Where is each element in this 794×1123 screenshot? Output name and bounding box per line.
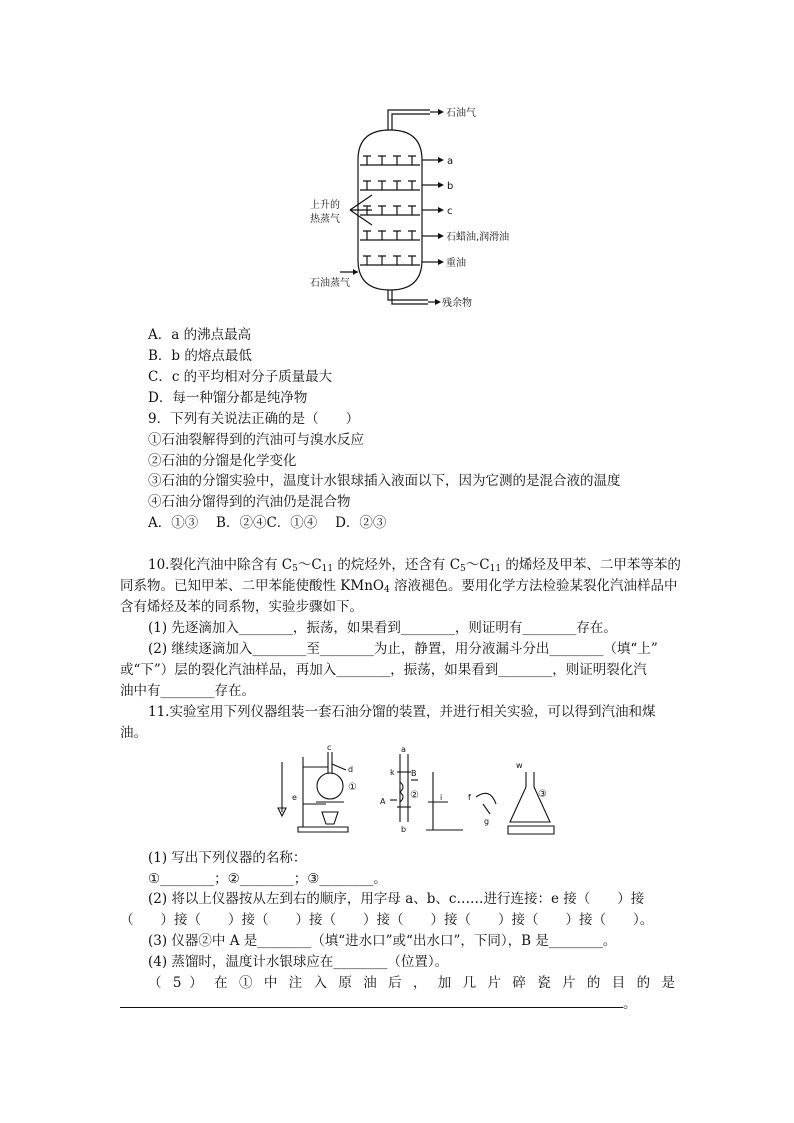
distillation-apparatus-diagram [268, 742, 558, 842]
label-c: c [447, 206, 453, 217]
q11-part-1-blanks: ①________；②________；③________。 [148, 871, 387, 887]
label-A: A [380, 797, 386, 806]
q11-part-5-end: 。 [623, 996, 637, 1012]
label-k: k [390, 768, 395, 777]
label-circled-2: ② [410, 790, 419, 801]
q8-option-c: C．c 的平均相对分子质量最大 [148, 369, 333, 385]
q9-statement-4: ④石油分馏得到的汽油仍是混合物 [148, 494, 351, 510]
q9-options: A．①③ B．②④C．①④ D．②③ [148, 515, 387, 531]
label-e: e [292, 793, 297, 802]
q9-stem: 9．下列有关说法正确的是（ ） [148, 411, 360, 427]
q10-part-2: (2) 继续逐滴加入________至________为止，静置，用分液漏斗分出________（填“上” [148, 641, 658, 657]
label-rising-2: 热蒸气 [310, 214, 340, 225]
label-wax-lube: 石蜡油,润滑油 [446, 232, 510, 243]
label-i: i [440, 793, 443, 802]
q10-line-3: 含有烯烃及苯的同系物，实验步骤如下。 [120, 599, 363, 615]
q10-line-2: 同系物。已知甲苯、二甲苯能使酸性 KMnO$_4$ 溶液褪色。要用化学方法检验某裂化汽油样品中 [120, 578, 678, 595]
fractionating-column-diagram [300, 100, 540, 315]
label-w: w [516, 761, 523, 770]
label-a: a [401, 745, 406, 754]
label-b: b [447, 181, 454, 192]
q11-part-5: （ 5 ） 在 ① 中 注 入 原 油 后 ， 加 几 片 碎 瓷 片 的 目 的 是 [148, 975, 675, 991]
q11-part-5-answer-line [120, 1007, 623, 1008]
q8-option-a: A．a 的沸点最高 [148, 327, 252, 343]
q9-statement-3: ③石油的分馏实验中，温度计水银球插入液面以下，因为它测的是混合液的温度 [148, 473, 621, 489]
label-residue: 残余物 [442, 298, 472, 309]
label-g: g [484, 817, 490, 826]
label-petroleum-gas: 石油气 [446, 108, 476, 119]
label-b: b [401, 825, 407, 834]
q10-part-1: (1) 先逐滴加入________，振荡，如果看到________，则证明有________存在。 [148, 620, 617, 636]
label-f: f [468, 793, 471, 802]
label-a: a [447, 156, 454, 167]
label-B: B [411, 769, 417, 778]
q9-statement-1: ①石油裂解得到的汽油可与溴水反应 [148, 432, 364, 448]
q11-part-3: (3) 仪器②中 A 是________（填“进水口”或“出水口”，下同），B 是________。 [148, 933, 617, 949]
q11-part-4: (4) 蒸馏时，温度计水银球应在________（位置）。 [148, 954, 449, 970]
q10-part-2-cont: 或“下”）层的裂化汽油样品，再加入________，振荡，如果看到________，则证明裂化汽 [120, 662, 647, 678]
q8-option-b: B．b 的熔点最低 [148, 348, 252, 364]
label-d: d [348, 765, 354, 774]
label-rising-1: 上升的 [310, 200, 340, 211]
q8-option-d: D．每一种馏分都是纯净物 [148, 390, 308, 406]
q11-part-2: (2) 将以上仪器按从左到右的顺序，用字母 a、b、c……进行连接：e 接（ ）接 [148, 891, 645, 907]
q11-stem-1: 11.实验室用下列仪器组装一套石油分馏的装置，并进行相关实验，可以得到汽油和煤 [148, 704, 656, 720]
label-heavy-oil: 重油 [446, 258, 466, 269]
q11-part-2-cont: （ ）接（ ）接（ ）接（ ）接（ ）接（ ）接（ ）接（ ）。 [120, 912, 654, 928]
label-circled-3: ③ [538, 789, 547, 800]
q9-statement-2: ②石油的分馏是化学变化 [148, 453, 297, 469]
q10-part-2-end: 油中有________存在。 [120, 683, 255, 699]
label-petroleum-vapor: 石油蒸气 [310, 278, 350, 289]
q11-stem-2: 油。 [120, 725, 147, 741]
label-c: c [327, 743, 332, 752]
q10-line-1: 10.裂化汽油中除含有 $C_5\sim C_{11}$ 的烷烃外，还含有 $C_5\sim C_{11}$ 的烯烃及甲苯、二甲苯等苯的 [148, 557, 681, 574]
q11-part-1: (1) 写出下列仪器的名称： [148, 850, 307, 866]
label-circled-1: ① [348, 782, 357, 793]
